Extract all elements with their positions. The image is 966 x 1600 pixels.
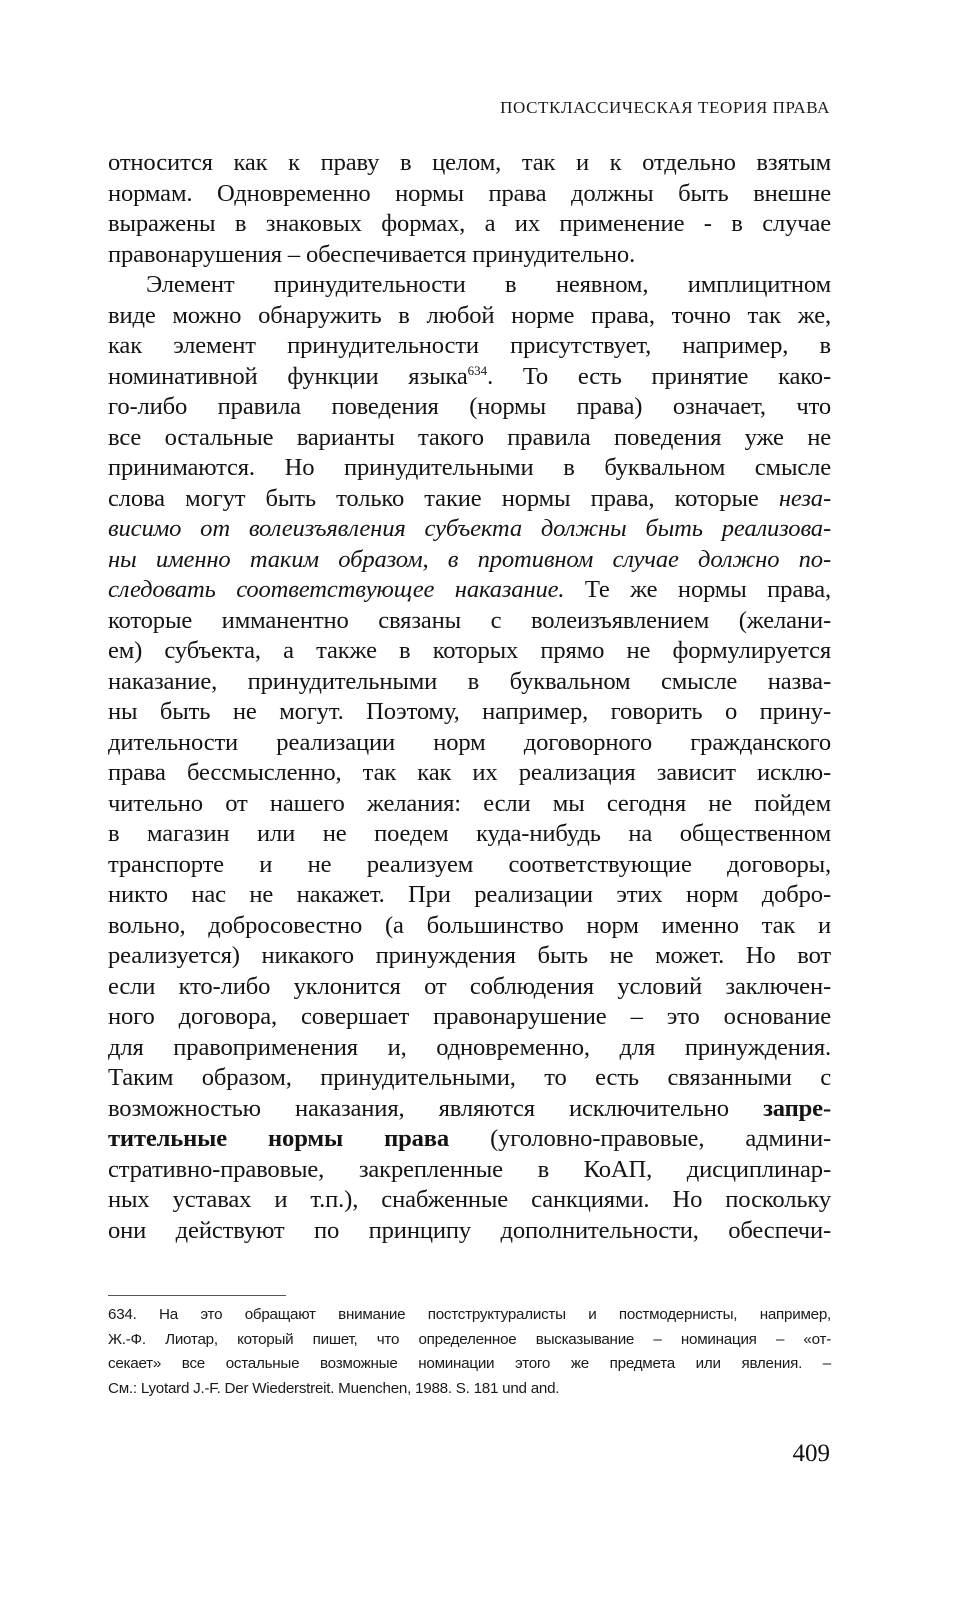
text-line: для правоприменения и, одновременно, для принуждения. — [108, 1033, 831, 1061]
text-segment: (уголовно-правовые, админи- — [449, 1125, 831, 1152]
text-line: которые имманентно связаны с волеизъявлением (желани- — [108, 606, 831, 634]
text-line: относится как к праву в целом, так и к отдельно взятым — [108, 149, 831, 176]
italic-text: следовать соответствующее наказание. — [108, 576, 565, 603]
text-line: вольно, добросовестно (а большинство норм именно так и — [108, 911, 831, 939]
text-segment: возможностью наказания, являются исключительно — [108, 1094, 764, 1122]
text-line: как элемент принудительности присутствует, например, в — [108, 332, 831, 359]
bold-text: запре- — [763, 1094, 831, 1122]
text-line: стративно-правовые, закрепленные в КоАП, дисциплинар- — [108, 1155, 831, 1183]
text-line: нормам. Одновременно нормы права должны быть внешне — [108, 179, 831, 207]
footnote-reference[interactable]: 634 — [467, 362, 488, 378]
text-line: если кто-либо уклонится от соблюдения условий заключен- — [108, 972, 831, 1000]
text-line: в магазин или не поедем куда-нибудь на общественном — [108, 820, 831, 847]
text-segment: номинативной функции языка — [108, 362, 468, 390]
text-line: наказание, принудительными в буквальном смысле назва- — [108, 667, 831, 695]
footnote-divider — [108, 1295, 286, 1296]
bold-text: тительные нормы права — [108, 1125, 450, 1152]
text-line: ны быть не могут. Поэтому, например, говорить о прину- — [108, 698, 831, 725]
footnote-line: секает» все остальные возможные номинации этого же предмета или явления. – — [108, 1355, 831, 1372]
text-line: го-либо правила поведения (нормы права) означает, что — [108, 393, 831, 420]
text-line — [108, 1124, 831, 1155]
text-line: Таким образом, принудительными, то есть связанными с — [108, 1064, 831, 1091]
text-line: чительно от нашего желания: если мы сегодня не пойдем — [108, 789, 831, 817]
text-line — [108, 1094, 831, 1125]
text-line — [108, 575, 831, 606]
text-line: ных уставах и т.п.), снабженные санкциями. Но поскольку — [108, 1186, 831, 1213]
text-line: реализуется) никакого принуждения быть не может. Но вот — [108, 942, 831, 969]
text-segment: . То есть принятие како- — [487, 362, 831, 390]
text-line: они действуют по принципу дополнительности, обеспечи- — [108, 1216, 831, 1244]
text-line: выражены в знаковых формах, а их применение - в случае — [108, 210, 831, 237]
running-header: ПОСТКЛАССИЧЕСКАЯ ТЕОРИЯ ПРАВА — [500, 98, 830, 117]
text-line: правонарушения – обеспечивается принудительно. — [108, 240, 636, 268]
text-line — [108, 484, 831, 515]
text-segment: Те же нормы права, — [564, 576, 831, 603]
text-line: никто нас не накажет. При реализации этих норм добро- — [108, 881, 831, 908]
page-number: 409 — [792, 1440, 830, 1467]
text-line: все остальные варианты такого правила поведения уже не — [108, 423, 831, 451]
footnote-line: 634. На это обращают внимание постструктуралисты и постмодернисты, например, — [108, 1306, 831, 1323]
italic-text-line: висимо от волеизъявления субъекта должны быть реализова- — [108, 515, 831, 542]
text-segment: слова могут быть только такие нормы права, которые — [108, 484, 779, 512]
italic-text-line: ны именно таким образом, в противном случае должно по- — [108, 545, 831, 573]
italic-text: неза- — [778, 484, 831, 512]
text-line — [108, 362, 831, 393]
text-line: ем) субъекта, а также в которых прямо не формулируется — [108, 637, 831, 664]
text-line: Элемент принудительности в неявном, имплицитном — [146, 271, 831, 298]
text-line: принимаются. Но принудительными в буквальном смысле — [108, 454, 831, 481]
footnote-line: Ж.-Ф. Лиотар, который пишет, что определенное высказывание – номинация – «от- — [108, 1330, 831, 1348]
text-line: виде можно обнаружить в любой норме права, точно так же, — [108, 301, 831, 329]
text-line: дительности реализации норм договорного гражданского — [108, 728, 831, 756]
text-line: ного договора, совершает правонарушение – это основание — [108, 1003, 831, 1030]
text-line: транспорте и не реализуем соответствующие договоры, — [108, 850, 831, 878]
footnote — [108, 1303, 831, 1401]
text-line: права бессмысленно, так как их реализация зависит исклю- — [108, 759, 831, 786]
footnote-line: См.: Lyotard J.-F. Der Wiederstreit. Muenchen, 1988. S. 181 und and. — [108, 1379, 560, 1397]
body-text — [108, 148, 831, 1246]
